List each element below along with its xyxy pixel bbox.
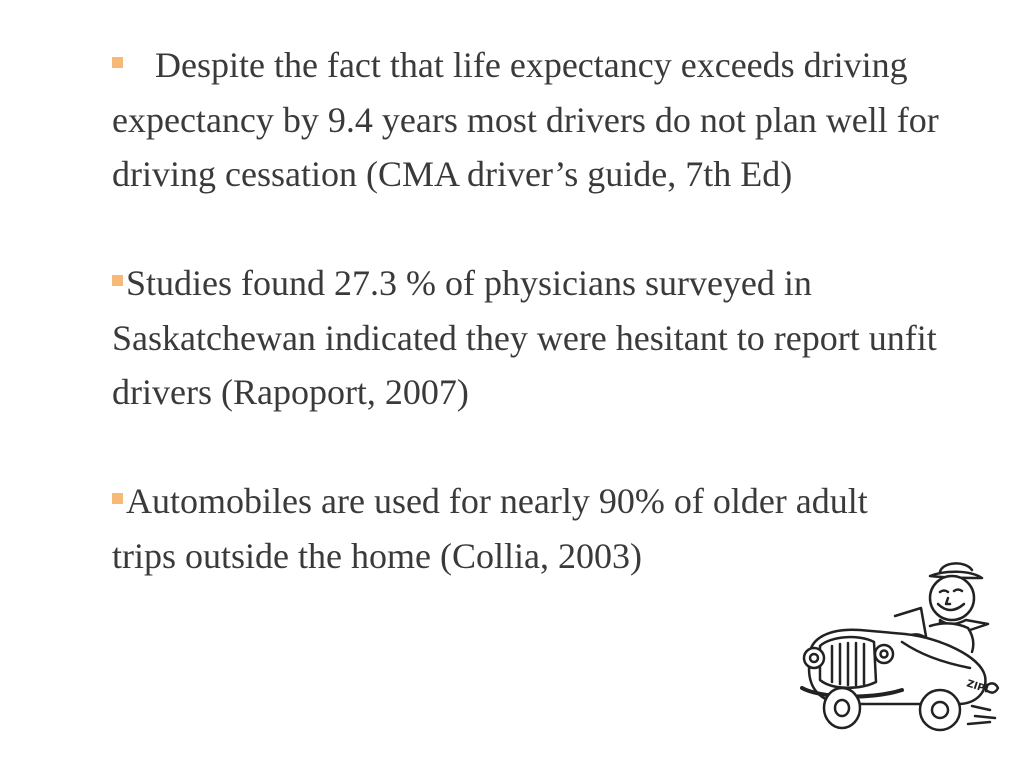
bullet-text-1: Despite the fact that life expectancy exceeds driving expectancy by 9.4 years most drivers do not plan well for driving cessation (CMA driver’s guide, 7th Ed) [112, 45, 939, 194]
bullet-item-1 [112, 38, 972, 202]
zip-sign-text: ZIP! [965, 678, 991, 696]
old-car-driver-cartoon-icon [790, 558, 1000, 738]
square-bullet-icon [112, 493, 123, 504]
bullet-item-3 [112, 474, 882, 583]
square-bullet-icon [112, 57, 123, 68]
square-bullet-icon [112, 275, 123, 286]
bullet-list [112, 38, 972, 638]
bullet-item-2 [112, 256, 972, 420]
bullet-text-3: Automobiles are used for nearly 90% of older adult trips outside the home (Collia, 2003) [112, 481, 868, 576]
bullet-text-2: Studies found 27.3 % of physicians surveyed in Saskatchewan indicated they were hesitant to report unfit drivers (Rapoport, 2007) [112, 263, 937, 412]
